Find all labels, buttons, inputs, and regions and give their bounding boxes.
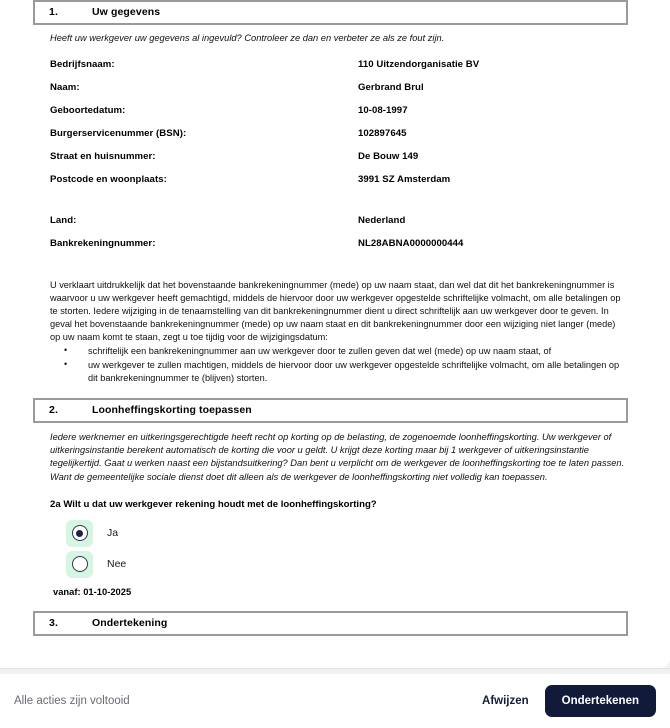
detail-label: Naam: <box>50 81 80 93</box>
declaration-paragraph: U verklaart uitdrukkelijk dat het bovenstaande bankrekeningnummer (mede) op uw naam staat, dan wel dat dit het bankrekeningnummer is waarvoor u uw werkgever heeft gemachtigd, middels de hiervoor door uw werkgever opgestelde schriftelijke volmacht, om alle betalingen op te storten. Iedere wijziging in de tenaamstelling van dit bankrekeningnummer dient u direct schriftelijk aan uw werkgever door te geven. In geval het bovenstaande bankrekeningnummer (mede) op uw naam staat en dit bankrekeningnummer door een wijziging niet langer (mede) op uw naam komt te staan, zegt u toe tijdig voor de wijzigingsdatum: <box>50 279 621 342</box>
detail-label: Postcode en woonplaats: <box>50 173 167 185</box>
table-row <box>50 238 628 261</box>
section-title: Uw gegevens <box>92 6 161 18</box>
detail-label: Bedrijfsnaam: <box>50 58 115 70</box>
table-row <box>50 151 628 174</box>
section-header-2 <box>33 398 628 423</box>
detail-label: Bankrekeningnummer: <box>50 237 156 249</box>
effective-from-label: vanaf: 01-10-2025 <box>53 585 132 597</box>
detail-label: Burgerservicenummer (BSN): <box>50 127 187 139</box>
radio-dot-icon <box>76 530 83 537</box>
radio-label: Nee <box>107 558 127 571</box>
radio-option-ja[interactable] <box>66 519 628 548</box>
detail-value: Nederland <box>358 214 406 226</box>
detail-value: 3991 SZ Amsterdam <box>358 173 451 185</box>
personal-details-table <box>50 59 628 261</box>
detail-label: Land: <box>50 214 77 226</box>
detail-label: Geboortedatum: <box>50 104 126 116</box>
question-label: 2a Wilt u dat uw werkgever rekening houdt met de loonheffingskorting? <box>50 498 377 510</box>
section-header-1 <box>33 0 628 25</box>
detail-value: Gerbrand Brul <box>358 81 424 93</box>
table-row <box>50 82 628 105</box>
footer-bar <box>0 674 670 728</box>
radio-button-selected[interactable] <box>72 525 88 541</box>
detail-value: De Bouw 149 <box>358 150 419 162</box>
section-title: Ondertekening <box>92 616 168 629</box>
section-1-intro: Heeft uw werkgever uw gegevens al ingevuld? Controleer ze dan en verbeter ze als ze fout zijn. <box>50 33 445 43</box>
sign-button[interactable]: Ondertekenen <box>545 685 656 717</box>
detail-label: Straat en huisnummer: <box>50 150 156 162</box>
list-item: • uw werkgever te zullen machtigen, middels de hiervoor door uw werkgever opgestelde schriftelijke volmacht, om alle betalingen op dit bankrekeningnummer te (blijven) storten. <box>50 359 628 385</box>
declaration-bullet-list <box>50 345 628 385</box>
table-row <box>50 128 628 151</box>
table-row <box>50 59 628 82</box>
table-row <box>50 215 628 238</box>
table-row <box>50 105 628 128</box>
detail-value: 102897645 <box>358 127 407 139</box>
radio-hit-area[interactable] <box>66 551 93 578</box>
list-item: • schriftelijk een bankrekeningnummer aan uw werkgever door te zullen geven dat wel (mede) op uw naam staat, of <box>50 345 628 358</box>
status-text: Alle acties zijn voltooid <box>14 695 130 707</box>
table-row <box>50 174 628 215</box>
section-number: 2. <box>49 404 58 417</box>
section-2-body <box>0 431 670 597</box>
signature-area[interactable] <box>0 636 670 668</box>
radio-group-loonheffingskorting <box>50 519 628 579</box>
section-header-3 <box>33 611 628 636</box>
detail-value: NL28ABNA0000000444 <box>358 237 464 249</box>
section-title: Loonheffingskorting toepassen <box>92 404 252 417</box>
radio-button-unselected[interactable] <box>72 556 88 572</box>
reject-button[interactable]: Afwijzen <box>472 687 539 715</box>
section-number: 1. <box>49 6 58 18</box>
section-1-body <box>0 32 670 385</box>
section-2-intro: Iedere werknemer en uitkeringsgerechtigde heeft recht op korting op de belasting, de zogenoemde loonheffingskorting. Uw werkgever of uitkeringsinstantie berekent automatisch de korting die voor u geldt. U krijgt deze korting maar bij 1 werkgever of uitkeringsinstantie tegelijkertijd. Gaat u werken naast een bijstandsuitkering? Dan bent u verplicht om de werkgever de loonheffingskorting toe te laten passen. Want de gemeentelijke sociale dienst doet dit alleen als de werkgever de loonheffingskorting niet volledig kan toepassen. <box>50 432 625 482</box>
detail-value: 10-08-1997 <box>358 104 408 116</box>
detail-value: 110 Uitzendorganisatie BV <box>358 58 480 70</box>
radio-label: Ja <box>107 527 119 540</box>
section-number: 3. <box>49 616 58 629</box>
radio-option-nee[interactable] <box>66 550 628 579</box>
radio-hit-area[interactable] <box>66 520 93 547</box>
